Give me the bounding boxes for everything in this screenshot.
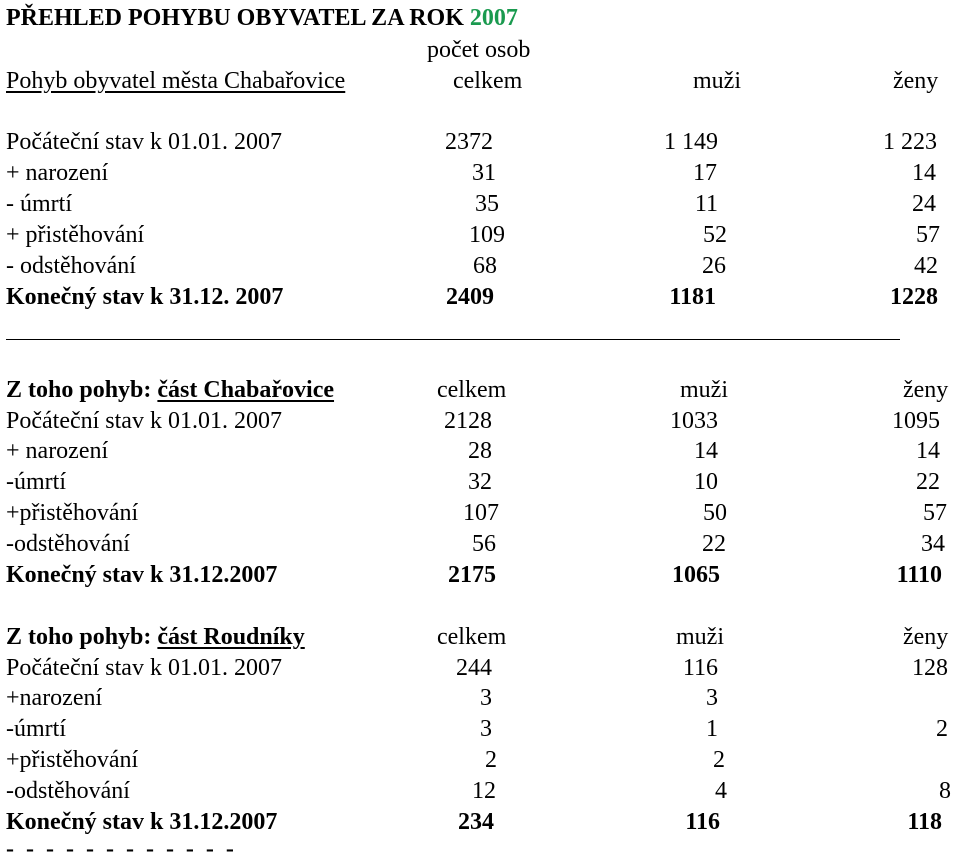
part2-row-label: Konečný stav k 31.12.2007	[6, 809, 278, 835]
city-row-label: + přistěhování	[6, 222, 145, 248]
part1-row-women: 57	[923, 500, 947, 526]
part1-col-men: muži	[680, 377, 728, 403]
part1-row-label: -úmrtí	[6, 469, 66, 495]
city-row-total: 31	[472, 160, 496, 186]
part1-row-women: 1095	[892, 408, 940, 434]
part1-name: část Chabařovice	[157, 377, 335, 403]
part2-row-men: 116	[685, 809, 720, 835]
city-row-women: 1 223	[883, 129, 937, 155]
part2-row-label: +přistěhování	[6, 747, 139, 773]
part1-col-total: celkem	[437, 377, 507, 403]
part1-row-label: Konečný stav k 31.12.2007	[6, 562, 278, 588]
part1-row-women: 34	[921, 531, 945, 557]
city-row-men: 26	[702, 253, 726, 279]
city-row-total: 2409	[446, 284, 494, 310]
part2-heading	[6, 624, 305, 650]
part1-row-women: 14	[916, 438, 940, 464]
part1-row-total: 2175	[448, 562, 496, 588]
part1-row-men: 50	[703, 500, 727, 526]
part1-row-women: 22	[916, 469, 940, 495]
city-heading: Pohyb obyvatel města Chabařovice	[6, 68, 346, 94]
part1-heading	[6, 377, 334, 403]
title-year: 2007	[469, 5, 518, 31]
part1-row-label: Počáteční stav k 01.01. 2007	[6, 408, 282, 434]
city-col-total: celkem	[453, 68, 523, 94]
part1-row-total: 32	[468, 469, 492, 495]
title-text: PŘEHLED POHYBU OBYVATEL ZA ROK	[6, 5, 464, 31]
part2-row-men: 3	[706, 685, 718, 711]
part1-row-men: 10	[694, 469, 718, 495]
subheader-count: počet osob	[427, 37, 531, 63]
city-row-women: 24	[912, 191, 936, 217]
part1-row-men: 1033	[670, 408, 718, 434]
part2-row-women: 118	[907, 809, 942, 835]
part2-col-men: muži	[676, 624, 724, 650]
city-row-men: 52	[703, 222, 727, 248]
city-row-total: 2372	[445, 129, 493, 155]
part1-prefix: Z toho pohyb:	[6, 377, 152, 403]
part1-row-total: 2128	[444, 408, 492, 434]
city-col-women: ženy	[893, 68, 939, 94]
part2-row-total: 234	[458, 809, 494, 835]
part1-row-label: + narození	[6, 438, 109, 464]
part2-row-total: 12	[472, 778, 496, 804]
part2-row-label: -úmrtí	[6, 716, 66, 742]
part2-row-total: 3	[480, 716, 492, 742]
city-row-label: - úmrtí	[6, 191, 72, 217]
part2-row-total: 3	[480, 685, 492, 711]
city-row-men: 1181	[669, 284, 716, 310]
city-row-label: Počáteční stav k 01.01. 2007	[6, 129, 282, 155]
city-row-men: 17	[693, 160, 717, 186]
city-row-label: + narození	[6, 160, 109, 186]
city-col-men: muži	[693, 68, 741, 94]
part2-col-women: ženy	[903, 624, 949, 650]
part1-col-women: ženy	[903, 377, 949, 403]
part2-row-label: Počáteční stav k 01.01. 2007	[6, 655, 282, 681]
part2-row-total: 244	[456, 655, 492, 681]
page-title	[6, 5, 518, 31]
part2-row-men: 2	[713, 747, 725, 773]
city-row-label: Konečný stav k 31.12. 2007	[6, 284, 284, 310]
part1-row-label: -odstěhování	[6, 531, 130, 557]
city-row-women: 14	[912, 160, 936, 186]
part1-row-label: +přistěhování	[6, 500, 139, 526]
part2-row-women: 2	[936, 716, 948, 742]
city-row-men: 11	[694, 191, 718, 217]
part2-prefix: Z toho pohyb:	[6, 624, 152, 650]
part1-row-men: 1065	[672, 562, 720, 588]
part2-name: část Roudníky	[157, 624, 305, 650]
part2-row-men: 116	[682, 655, 718, 681]
part1-row-total: 56	[472, 531, 496, 557]
part2-row-total: 2	[485, 747, 497, 773]
city-row-total: 35	[475, 191, 499, 217]
part1-row-men: 14	[694, 438, 718, 464]
footer-dashes: - - - - - - - - - - - -	[6, 836, 237, 862]
part1-row-women: 1110	[896, 562, 942, 588]
part1-row-total: 28	[468, 438, 492, 464]
part2-row-label: +narození	[6, 685, 103, 711]
part2-row-label: -odstěhování	[6, 778, 130, 804]
part2-row-men: 1	[706, 716, 718, 742]
city-row-men: 1 149	[664, 129, 718, 155]
part2-row-women: 128	[912, 655, 948, 681]
city-row-women: 42	[914, 253, 938, 279]
city-row-total: 109	[469, 222, 505, 248]
part1-row-total: 107	[463, 500, 499, 526]
part2-row-women: 8	[939, 778, 951, 804]
part2-col-total: celkem	[437, 624, 507, 650]
city-row-label: - odstěhování	[6, 253, 136, 279]
part2-row-men: 4	[715, 778, 727, 804]
city-row-women: 57	[916, 222, 940, 248]
city-row-women: 1228	[890, 284, 938, 310]
divider-line	[6, 339, 900, 340]
city-row-total: 68	[473, 253, 497, 279]
part1-row-men: 22	[702, 531, 726, 557]
